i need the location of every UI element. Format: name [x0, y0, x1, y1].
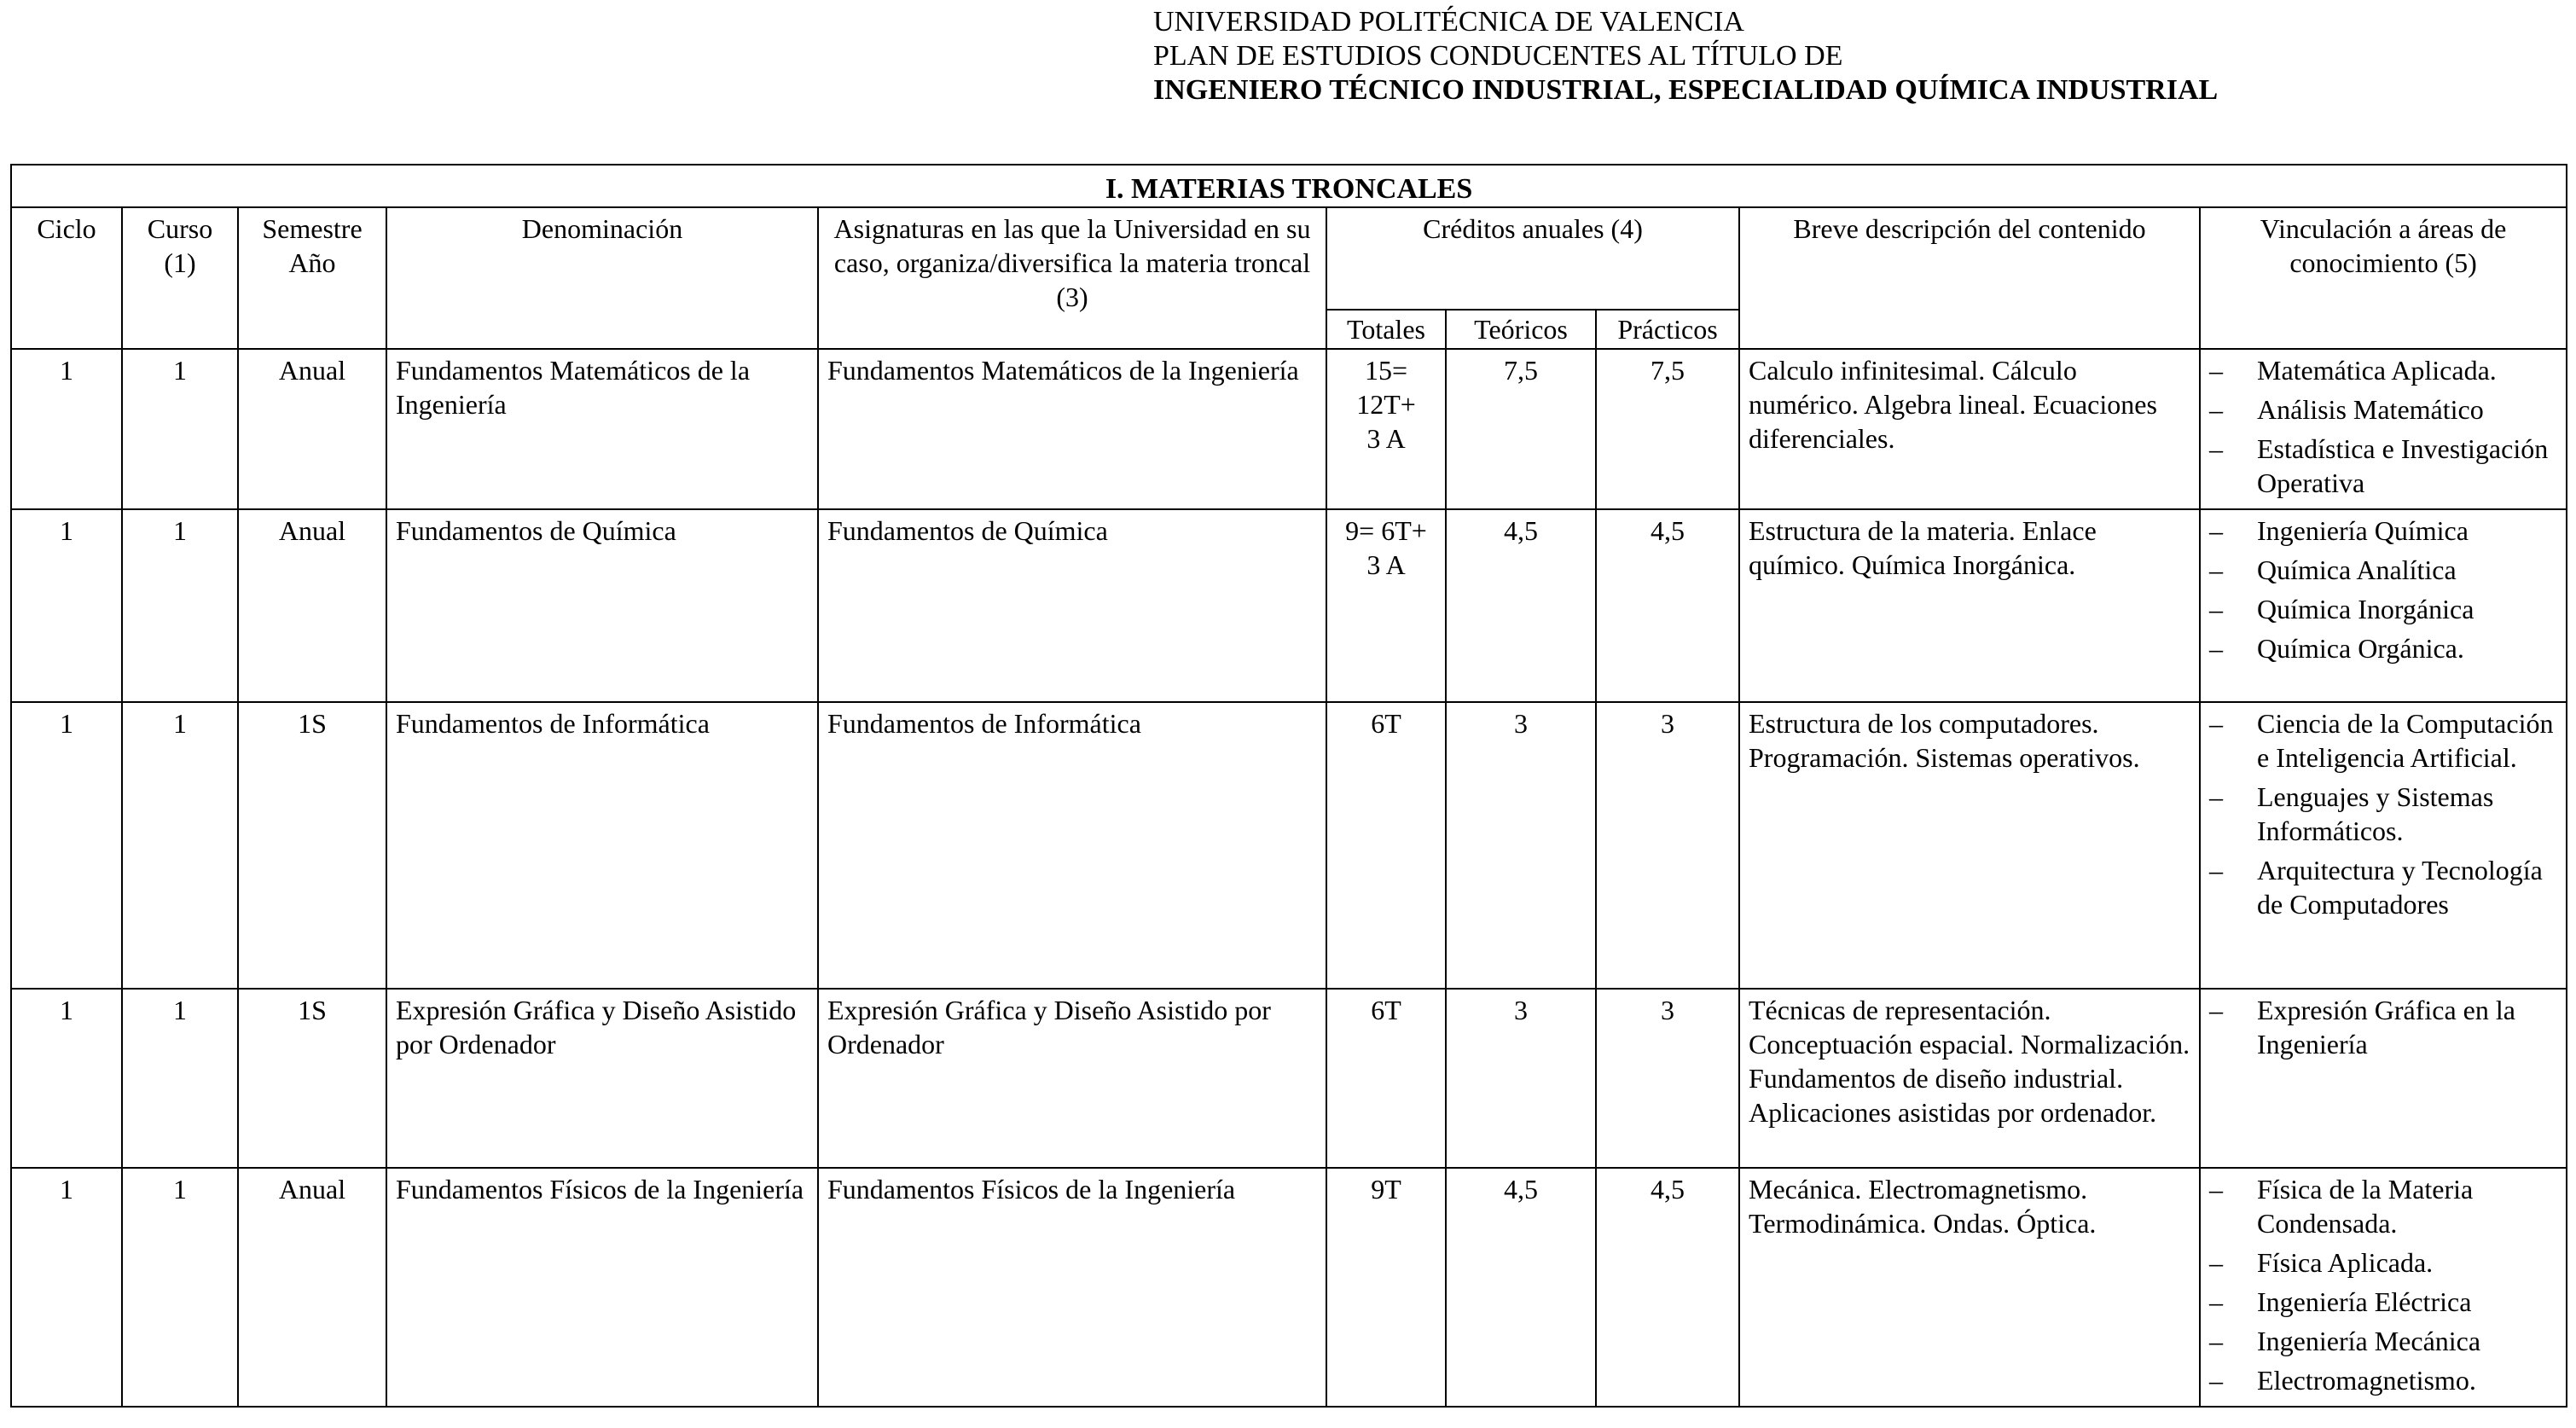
- cell-descripcion: Calculo infinitesimal. Cálculo numérico. Algebra lineal. Ecuaciones diferenciales.: [1739, 349, 2200, 509]
- cell-practicos: 3: [1596, 702, 1739, 989]
- table-row: [11, 989, 2567, 1168]
- header-ciclo: Ciclo: [11, 207, 122, 349]
- cell-asignaturas: Fundamentos Matemáticos de la Ingeniería: [818, 349, 1326, 509]
- cell-descripcion: Técnicas de representación. Conceptuación espacial. Normalización. Fundamentos de diseño industrial. Aplicaciones asistidas por ordenador.: [1739, 989, 2200, 1168]
- table-row: [11, 349, 2567, 509]
- cell-curso: 1: [122, 989, 238, 1168]
- cell-totales: 6T: [1326, 702, 1446, 989]
- cell-areas: [2200, 702, 2567, 989]
- header-practicos: Prácticos: [1596, 310, 1739, 349]
- cell-ciclo: 1: [11, 1168, 122, 1407]
- header-semestre: Semestre Año: [238, 207, 386, 349]
- list-item: – Química Orgánica.: [2209, 631, 2557, 665]
- areas-list: [2209, 993, 2557, 1061]
- cell-curso: 1: [122, 509, 238, 702]
- cell-curso: 1: [122, 702, 238, 989]
- header-denominacion: Denominación: [386, 207, 818, 349]
- header-curso: Curso (1): [122, 207, 238, 349]
- list-item: – Electromagnetismo.: [2209, 1363, 2557, 1397]
- document-header: [1153, 5, 2218, 107]
- cell-semestre: 1S: [238, 989, 386, 1168]
- cell-semestre: Anual: [238, 1168, 386, 1407]
- cell-areas: [2200, 989, 2567, 1168]
- list-item: – Matemática Aplicada.: [2209, 353, 2557, 387]
- areas-list: [2209, 514, 2557, 665]
- list-item: – Ingeniería Mecánica: [2209, 1324, 2557, 1358]
- cell-totales: 6T: [1326, 989, 1446, 1168]
- cell-denominacion: Fundamentos Matemáticos de la Ingeniería: [386, 349, 818, 509]
- cell-ciclo: 1: [11, 702, 122, 989]
- areas-list: [2209, 1172, 2557, 1397]
- list-item: – Física Aplicada.: [2209, 1245, 2557, 1280]
- header-teoricos: Teóricos: [1446, 310, 1596, 349]
- list-item: – Arquitectura y Tecnología de Computadores: [2209, 853, 2557, 921]
- cell-denominacion: Fundamentos Físicos de la Ingeniería: [386, 1168, 818, 1407]
- cell-practicos: 4,5: [1596, 1168, 1739, 1407]
- cell-totales: 15= 12T+ 3 A: [1326, 349, 1446, 509]
- header-vinculacion: Vinculación a áreas de conocimiento (5): [2200, 207, 2567, 349]
- list-item: – Ingeniería Eléctrica: [2209, 1285, 2557, 1319]
- cell-totales: 9T: [1326, 1168, 1446, 1407]
- cell-practicos: 4,5: [1596, 509, 1739, 702]
- cell-asignaturas: Fundamentos Físicos de la Ingeniería: [818, 1168, 1326, 1407]
- table-row: [11, 1168, 2567, 1407]
- cell-semestre: Anual: [238, 349, 386, 509]
- header-totales: Totales: [1326, 310, 1446, 349]
- cell-ciclo: 1: [11, 349, 122, 509]
- cell-totales: 9= 6T+ 3 A: [1326, 509, 1446, 702]
- university-name: UNIVERSIDAD POLITÉCNICA DE VALENCIA: [1153, 6, 1744, 38]
- areas-list: [2209, 706, 2557, 921]
- header-creditos: Créditos anuales (4): [1326, 207, 1739, 310]
- cell-asignaturas: Expresión Gráfica y Diseño Asistido por Ordenador: [818, 989, 1326, 1168]
- header-descripcion: Breve descripción del contenido: [1739, 207, 2200, 349]
- table-row: [11, 509, 2567, 702]
- cell-teoricos: 3: [1446, 989, 1596, 1168]
- cell-denominacion: Expresión Gráfica y Diseño Asistido por Ordenador: [386, 989, 818, 1168]
- header-asignaturas: Asignaturas en las que la Universidad en su caso, organiza/diversifica la materia troncal (3): [818, 207, 1326, 349]
- cell-descripcion: Estructura de los computadores. Programación. Sistemas operativos.: [1739, 702, 2200, 989]
- table-title: I. MATERIAS TRONCALES: [11, 165, 2567, 207]
- table-row: [11, 702, 2567, 989]
- cell-practicos: 7,5: [1596, 349, 1739, 509]
- list-item: – Química Analítica: [2209, 553, 2557, 587]
- cell-areas: [2200, 1168, 2567, 1407]
- cell-curso: 1: [122, 1168, 238, 1407]
- cell-ciclo: 1: [11, 509, 122, 702]
- plan-title: PLAN DE ESTUDIOS CONDUCENTES AL TÍTULO DE: [1153, 40, 1843, 72]
- degree-title: INGENIERO TÉCNICO INDUSTRIAL, ESPECIALIDAD QUÍMICA INDUSTRIAL: [1153, 74, 2219, 106]
- cell-denominacion: Fundamentos de Informática: [386, 702, 818, 989]
- cell-descripcion: Estructura de la materia. Enlace químico. Química Inorgánica.: [1739, 509, 2200, 702]
- cell-teoricos: 4,5: [1446, 509, 1596, 702]
- list-item: – Ciencia de la Computación e Inteligencia Artificial.: [2209, 706, 2557, 775]
- areas-list: [2209, 353, 2557, 500]
- cell-asignaturas: Fundamentos de Química: [818, 509, 1326, 702]
- cell-areas: [2200, 349, 2567, 509]
- cell-areas: [2200, 509, 2567, 702]
- cell-ciclo: 1: [11, 989, 122, 1168]
- list-item: – Química Inorgánica: [2209, 592, 2557, 626]
- list-item: – Lenguajes y Sistemas Informáticos.: [2209, 780, 2557, 848]
- list-item: – Análisis Matemático: [2209, 392, 2557, 427]
- cell-denominacion: Fundamentos de Química: [386, 509, 818, 702]
- list-item: – Expresión Gráfica en la Ingeniería: [2209, 993, 2557, 1061]
- list-item: – Física de la Materia Condensada.: [2209, 1172, 2557, 1240]
- cell-descripcion: Mecánica. Electromagnetismo. Termodinámica. Ondas. Óptica.: [1739, 1168, 2200, 1407]
- cell-asignaturas: Fundamentos de Informática: [818, 702, 1326, 989]
- cell-teoricos: 4,5: [1446, 1168, 1596, 1407]
- list-item: – Ingeniería Química: [2209, 514, 2557, 548]
- cell-teoricos: 7,5: [1446, 349, 1596, 509]
- list-item: – Estadística e Investigación Operativa: [2209, 432, 2557, 500]
- cell-curso: 1: [122, 349, 238, 509]
- cell-semestre: Anual: [238, 509, 386, 702]
- cell-teoricos: 3: [1446, 702, 1596, 989]
- cell-semestre: 1S: [238, 702, 386, 989]
- cell-practicos: 3: [1596, 989, 1739, 1168]
- materias-troncales-table: [10, 164, 2567, 1408]
